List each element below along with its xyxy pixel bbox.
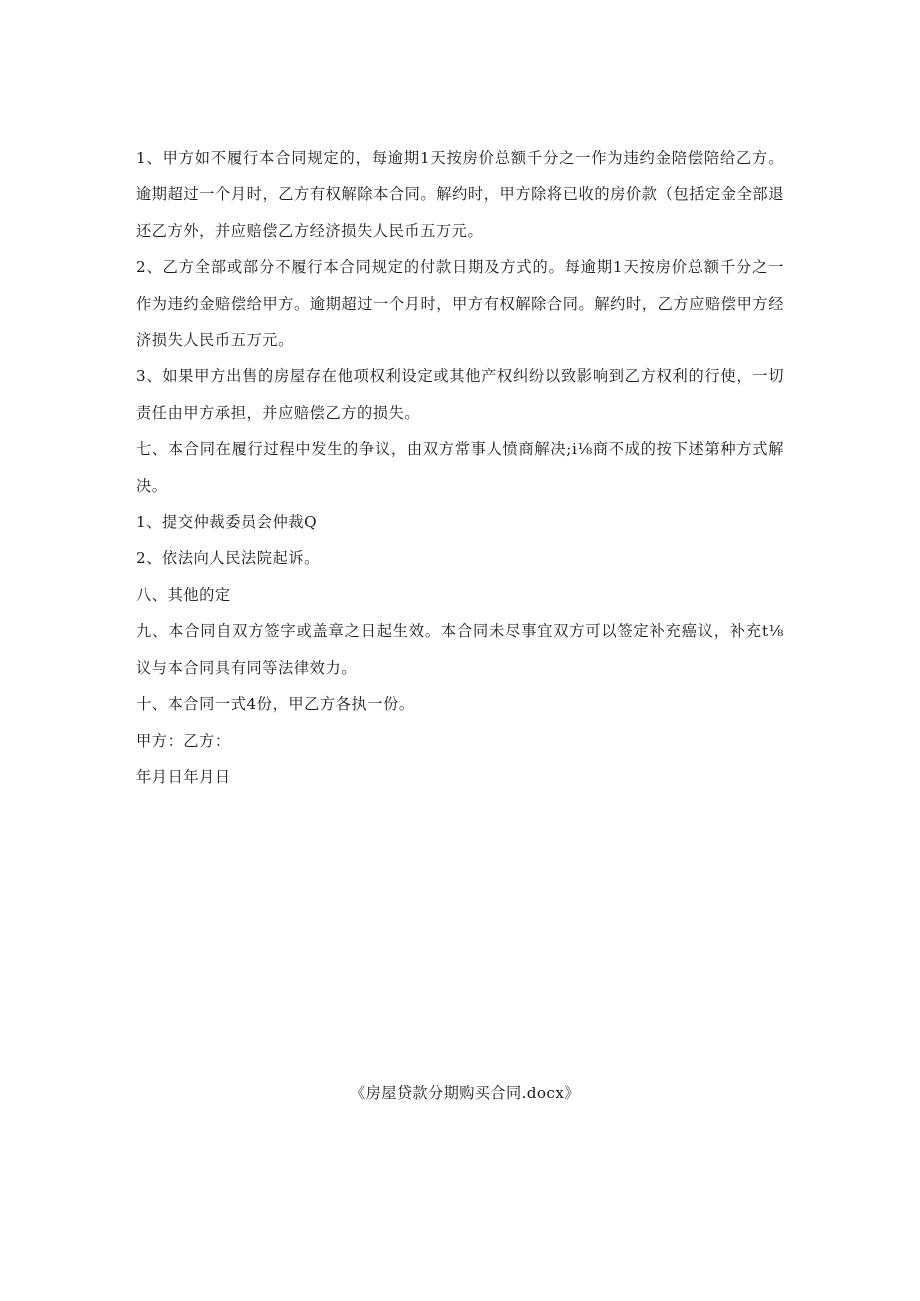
section-seven-dispute: 七、本合同在履行过程中发生的争议，由双方常事人愤商解决;i⅛商不成的按下述第种方式解决。 xyxy=(136,440,784,495)
dispute-option-arbitration: 1、提交仲裁委员会仲裁Q xyxy=(136,513,318,532)
section-eight-other: 八、其他的定 xyxy=(136,585,231,604)
clause-penalty-seller: 1、甲方如不履行本合同规定的，每逾期1天按房价总额千分之一作为违约金陪偿陪给乙方。逾期超过一个月时，乙方有权解除本合同。解约时，甲方除将已收的房价款（包括定金全部退还乙方外，并应赔偿乙方经济损失人民币五万元。 xyxy=(136,149,784,240)
document-filename: 《房屋贷款分期购买合同.docx》 xyxy=(350,1084,580,1102)
clause-penalty-buyer: 2、乙方全部或部分不履行本合同规定的付款日期及方式的。每逾期1天按房价总额千分之一作为违约金赔偿给甲方。逾期超过一个月时，甲方有权解除合同。解约时，乙方应赔偿甲方经济损失人民币五万元。 xyxy=(136,258,784,350)
document-body xyxy=(136,140,784,795)
signature-parties: 甲方：乙方： xyxy=(136,731,231,750)
section-nine-effect: 九、本合同自双方签字或盖章之日起生效。本合同未尽事宜双方可以签定补充癌议，补充t⅛议与本合同具有同等法律效力。 xyxy=(136,622,784,677)
section-ten-copies: 十、本合同一式4份，甲乙方各执一份。 xyxy=(136,695,415,714)
dispute-option-court: 2、依法向人民法院起诉。 xyxy=(136,549,320,568)
clause-property-rights: 3、如果甲方出售的房屋存在他项权利设定或其他产权纠纷以致影响到乙方权利的行使，一切责任由甲方承担，并应赔偿乙方的损失。 xyxy=(136,367,784,422)
signature-dates: 年月日年月日 xyxy=(136,767,231,786)
